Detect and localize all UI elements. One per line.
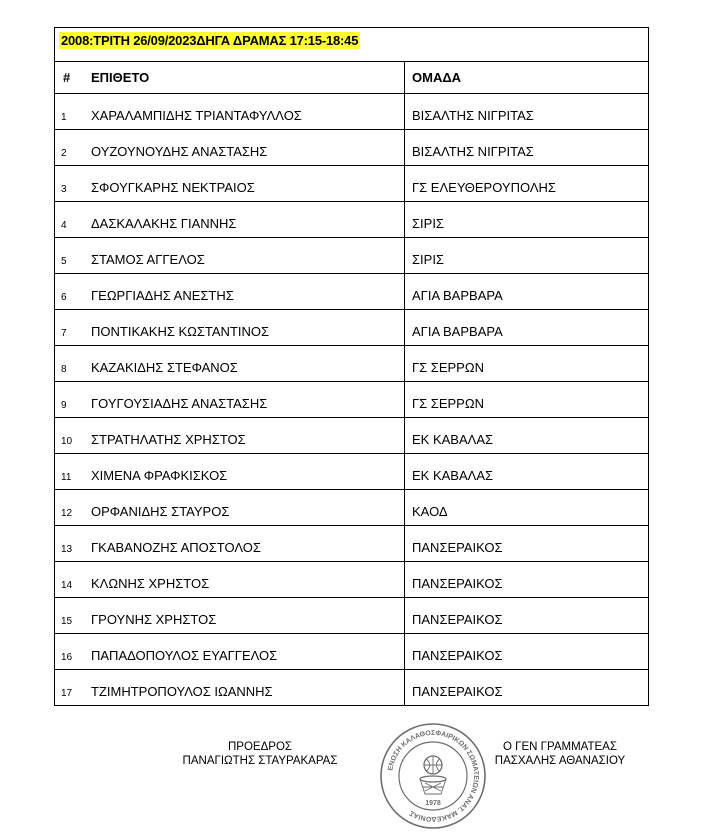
title-row <box>55 27 648 62</box>
row-number: 5 <box>61 256 67 267</box>
column-divider <box>404 634 405 669</box>
athlete-name: ΚΛΩΝΗΣ ΧΡΗΣΤΟΣ <box>91 576 210 591</box>
athlete-name: ΠΟΝΤΙΚΑΚΗΣ ΚΩΣΤΑΝΤΙΝΟΣ <box>91 324 270 339</box>
team-name: ΠΑΝΣΕΡΑΙΚΟΣ <box>412 648 503 663</box>
column-divider <box>404 490 405 525</box>
athlete-name: ΟΡΦΑΝΙΔΗΣ ΣΤΑΥΡΟΣ <box>91 504 230 519</box>
column-divider <box>404 526 405 561</box>
table-row <box>55 526 648 562</box>
table-row <box>55 130 648 166</box>
athlete-name: ΤΖΙΜΗΤΡΟΠΟΥΛΟΣ ΙΩΑΝΝΗΣ <box>91 684 273 699</box>
column-divider <box>404 202 405 237</box>
secretary-signature <box>465 740 655 768</box>
row-number: 1 <box>61 112 67 123</box>
athlete-name: ΠΑΠΑΔΟΠΟΥΛΟΣ ΕΥΑΓΓΕΛΟΣ <box>91 648 278 663</box>
row-number: 9 <box>61 400 67 411</box>
table-row <box>55 238 648 274</box>
table-header <box>55 62 648 94</box>
table-body <box>55 94 648 706</box>
team-name: ΓΣ ΣΕΡΡΩΝ <box>412 396 484 411</box>
row-number: 7 <box>61 328 67 339</box>
secretary-role: Ο ΓΕΝ ΓΡΑΜΜΑΤΕΑΣ <box>503 741 617 753</box>
athlete-name: ΣΤΡΑΤΗΛΑΤΗΣ ΧΡΗΣΤΟΣ <box>91 432 246 447</box>
document-title: 2008:ΤΡΙΤΗ 26/09/2023ΔΗΓΑ ΔΡΑΜΑΣ 17:15-18:45 <box>61 33 359 48</box>
team-name: ΓΣ ΣΕΡΡΩΝ <box>412 360 484 375</box>
basketball-hoop-icon <box>420 756 446 794</box>
column-divider <box>404 346 405 381</box>
header-surname: ΕΠΙΘΕΤΟ <box>91 70 150 85</box>
table-row <box>55 418 648 454</box>
table-row <box>55 382 648 418</box>
column-divider <box>404 670 405 705</box>
athlete-name: ΓΚΑΒΑΝΟΖΗΣ ΑΠΟΣΤΟΛΟΣ <box>91 540 261 555</box>
athlete-name: ΔΑΣΚΑΛΑΚΗΣ ΓΙΑΝΝΗΣ <box>91 216 237 231</box>
table-row <box>55 166 648 202</box>
column-divider <box>404 94 405 129</box>
row-number: 14 <box>61 580 73 591</box>
header-number: # <box>63 70 71 85</box>
team-name: ΕΚ ΚΑΒΑΛΑΣ <box>412 468 494 483</box>
team-name: ΑΓΙΑ ΒΑΡΒΑΡΑ <box>412 324 503 339</box>
column-divider <box>404 238 405 273</box>
row-number: 4 <box>61 220 67 231</box>
row-number: 16 <box>61 652 73 663</box>
column-divider <box>404 418 405 453</box>
seal-ring-text: ΕΝΩΣΗ ΚΑΛΑΘΟΣΦΑΙΡΙΚΩΝ ΣΩΜΑΤΕΙΩΝ ΑΝΑΤ. ΜΑΚΕΔΟΝΙΑΣ <box>387 729 480 823</box>
row-number: 11 <box>61 472 72 483</box>
signature-block <box>0 720 720 835</box>
president-name: ΠΑΝΑΓΙΩΤΗΣ ΣΤΑΥΡΑΚΑΡΑΣ <box>182 755 338 767</box>
row-number: 8 <box>61 364 67 375</box>
row-number: 2 <box>61 148 67 159</box>
column-divider <box>404 130 405 165</box>
row-number: 13 <box>61 544 73 555</box>
secretary-name: ΠΑΣΧΑΛΗΣ ΑΘΑΝΑΣΙΟΥ <box>494 755 626 767</box>
table-row <box>55 598 648 634</box>
seal-year: 1978 <box>425 800 441 807</box>
column-divider <box>404 166 405 201</box>
team-name: ΒΙΣΑΛΤΗΣ ΝΙΓΡΙΤΑΣ <box>412 144 534 159</box>
registration-table <box>54 27 649 706</box>
association-seal <box>378 721 488 831</box>
athlete-name: ΧΑΡΑΛΑΜΠΙΔΗΣ ΤΡΙΑΝΤΑΦΥΛΛΟΣ <box>91 108 302 123</box>
athlete-name: ΧΙΜΕΝΑ ΦΡΑΦΚΙΣΚΟΣ <box>91 468 228 483</box>
team-name: ΓΣ ΕΛΕΥΘΕΡΟΥΠΟΛΗΣ <box>412 180 556 195</box>
column-divider <box>404 382 405 417</box>
column-divider <box>404 274 405 309</box>
athlete-name: ΣΤΑΜΟΣ ΑΓΓΕΛΟΣ <box>91 252 205 267</box>
president-signature <box>160 740 360 768</box>
row-number: 12 <box>61 508 73 519</box>
column-divider <box>404 310 405 345</box>
team-name: ΣΙΡΙΣ <box>412 216 444 231</box>
column-divider <box>404 62 405 93</box>
team-name: ΠΑΝΣΕΡΑΙΚΟΣ <box>412 684 503 699</box>
athlete-name: ΣΦΟΥΓΚΑΡΗΣ ΝΕΚΤΡΑΙΟΣ <box>91 180 255 195</box>
team-name: ΠΑΝΣΕΡΑΙΚΟΣ <box>412 576 503 591</box>
table-row <box>55 202 648 238</box>
table-row <box>55 346 648 382</box>
team-name: ΠΑΝΣΕΡΑΙΚΟΣ <box>412 612 503 627</box>
athlete-name: ΓΟΥΓΟΥΣΙΑΔΗΣ ΑΝΑΣΤΑΣΗΣ <box>91 396 268 411</box>
athlete-name: ΓΡΟΥΝΗΣ ΧΡΗΣΤΟΣ <box>91 612 217 627</box>
team-name: ΚΑΟΔ <box>412 504 448 519</box>
column-divider <box>404 454 405 489</box>
row-number: 17 <box>61 688 73 699</box>
table-row <box>55 670 648 706</box>
table-row <box>55 454 648 490</box>
athlete-name: ΟΥΖΟΥΝΟΥΔΗΣ ΑΝΑΣΤΑΣΗΣ <box>91 144 268 159</box>
row-number: 10 <box>61 436 73 447</box>
row-number: 3 <box>61 184 67 195</box>
row-number: 6 <box>61 292 67 303</box>
team-name: ΕΚ ΚΑΒΑΛΑΣ <box>412 432 494 447</box>
athlete-name: ΚΑΖΑΚΙΔΗΣ ΣΤΕΦΑΝΟΣ <box>91 360 238 375</box>
column-divider <box>404 598 405 633</box>
table-row <box>55 562 648 598</box>
team-name: ΒΙΣΑΛΤΗΣ ΝΙΓΡΙΤΑΣ <box>412 108 534 123</box>
header-team: ΟΜΑΔΑ <box>412 70 462 85</box>
table-row <box>55 634 648 670</box>
team-name: ΣΙΡΙΣ <box>412 252 444 267</box>
president-role: ΠΡΟΕΔΡΟΣ <box>228 741 292 753</box>
row-number: 15 <box>61 616 73 627</box>
team-name: ΠΑΝΣΕΡΑΙΚΟΣ <box>412 540 503 555</box>
athlete-name: ΓΕΩΡΓΙΑΔΗΣ ΑΝΕΣΤΗΣ <box>91 288 234 303</box>
table-row <box>55 274 648 310</box>
team-name: ΑΓΙΑ ΒΑΡΒΑΡΑ <box>412 288 503 303</box>
table-row <box>55 310 648 346</box>
table-row <box>55 490 648 526</box>
column-divider <box>404 562 405 597</box>
table-row <box>55 94 648 130</box>
